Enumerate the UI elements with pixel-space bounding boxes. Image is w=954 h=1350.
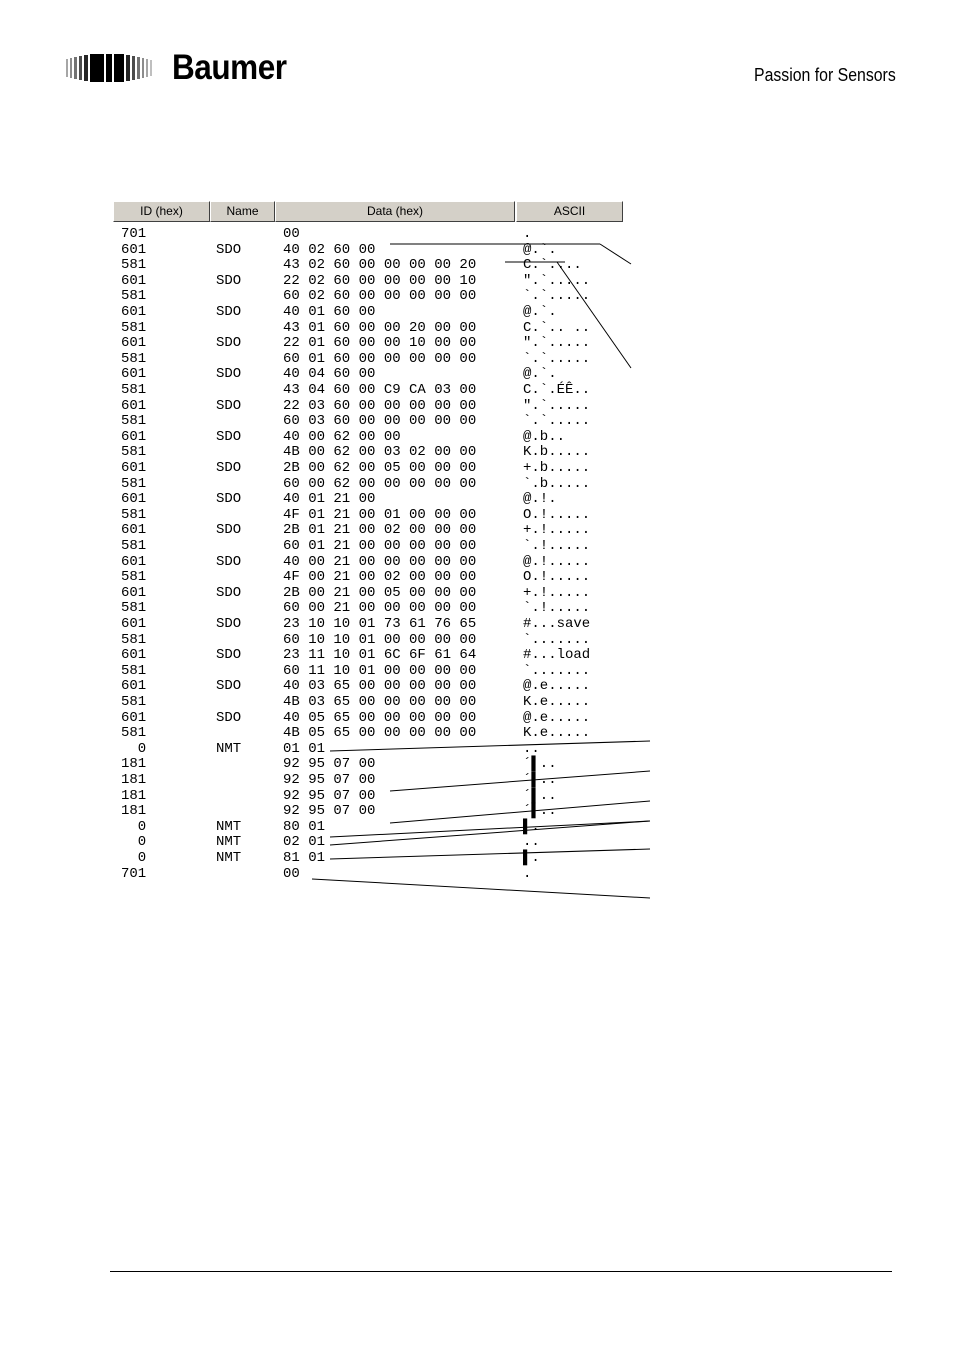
row-ascii: `.`..... — [523, 288, 591, 305]
row-data-hex: 92 95 07 00 — [283, 803, 376, 820]
row-ascii: @.`. — [523, 241, 557, 258]
row-id: 601 — [121, 428, 147, 445]
row-id: 601 — [121, 491, 147, 508]
row-data-hex: 22 02 60 00 00 00 00 10 — [283, 272, 477, 289]
row-id: 581 — [121, 413, 147, 430]
row-ascii: @.!..... — [523, 553, 591, 570]
tagline: Passion for Sensors — [754, 65, 896, 85]
row-id: 601 — [121, 366, 147, 383]
row-data-hex: 40 01 21 00 — [283, 491, 376, 508]
row-ascii: ".`..... — [523, 272, 591, 289]
row-ascii: ´▌.. — [523, 803, 557, 820]
row-data-hex: 81 01 — [283, 850, 326, 866]
row-name: SDO — [216, 616, 242, 632]
row-name: SDO — [216, 304, 242, 320]
row-id: 581 — [121, 506, 147, 523]
row-data-hex: 4F 00 21 00 02 00 00 00 — [283, 569, 477, 586]
row-ascii: @.!. — [523, 491, 557, 508]
row-data-hex: 92 95 07 00 — [283, 756, 376, 773]
row-ascii: @.`. — [523, 304, 557, 320]
row-id: 601 — [121, 553, 147, 570]
row-id: 581 — [121, 257, 147, 274]
row-ascii: +.!..... — [523, 522, 591, 539]
row-ascii: @.`. — [523, 366, 557, 383]
column-header-ascii[interactable]: ASCII — [516, 201, 623, 222]
row-ascii: `.`..... — [523, 413, 591, 430]
row-name: SDO — [216, 678, 242, 695]
row-ascii: . — [523, 226, 532, 242]
row-ascii: O.!..... — [523, 506, 591, 523]
row-data-hex: 43 02 60 00 00 00 00 20 — [283, 257, 477, 274]
row-ascii: K.e..... — [523, 725, 591, 742]
row-data-hex: 00 — [283, 226, 300, 242]
row-id: 601 — [121, 241, 147, 258]
row-data-hex: 60 01 60 00 00 00 00 00 — [283, 350, 477, 367]
row-name: SDO — [216, 709, 242, 726]
column-header-name[interactable]: Name — [210, 201, 275, 222]
row-data-hex: 4B 03 65 00 00 00 00 00 — [283, 694, 477, 710]
row-data-hex: 40 00 62 00 00 — [283, 428, 401, 445]
row-id: 581 — [121, 538, 147, 554]
row-ascii: K.e..... — [523, 694, 591, 710]
row-name: SDO — [216, 366, 242, 383]
row-id: 601 — [121, 397, 147, 414]
row-id: 181 — [121, 787, 147, 804]
row-id: 701 — [121, 226, 147, 242]
row-id: 581 — [121, 569, 147, 586]
row-name: SDO — [216, 397, 242, 414]
row-ascii: ".`..... — [523, 335, 591, 352]
row-data-hex: 23 11 10 01 6C 6F 61 64 — [283, 647, 477, 664]
row-id: 581 — [121, 350, 147, 367]
column-header-id[interactable]: ID (hex) — [113, 201, 210, 222]
row-data-hex: 40 01 60 00 — [283, 304, 376, 320]
row-data-hex: 60 01 21 00 00 00 00 00 — [283, 538, 477, 554]
row-id: 581 — [121, 382, 147, 398]
row-id: 581 — [121, 662, 147, 679]
row-id: 601 — [121, 584, 147, 601]
row-data-hex: 40 03 65 00 00 00 00 00 — [283, 678, 477, 695]
row-data-hex: 02 01 — [283, 834, 326, 851]
row-id: 601 — [121, 335, 147, 352]
row-data-hex: 92 95 07 00 — [283, 787, 376, 804]
row-ascii: ´▌.. — [523, 756, 557, 773]
row-name: NMT — [216, 818, 242, 835]
row-data-hex: 43 04 60 00 C9 CA 03 00 — [283, 382, 477, 398]
row-name: NMT — [216, 850, 242, 866]
row-data-hex: 4B 00 62 00 03 02 00 00 — [283, 444, 477, 461]
row-id: 581 — [121, 631, 147, 648]
row-ascii: #...load — [523, 647, 591, 664]
row-name: SDO — [216, 335, 242, 352]
row-data-hex: 4B 05 65 00 00 00 00 00 — [283, 725, 477, 742]
row-data-hex: 60 00 21 00 00 00 00 00 — [283, 600, 477, 617]
row-id: 581 — [121, 444, 147, 461]
row-data-hex: 60 10 10 01 00 00 00 00 — [283, 631, 477, 648]
row-name: SDO — [216, 647, 242, 664]
row-id: 181 — [121, 772, 147, 788]
row-data-hex: 01 01 — [283, 740, 326, 757]
row-ascii: @.b.. — [523, 428, 566, 445]
row-data-hex: 22 03 60 00 00 00 00 00 — [283, 397, 477, 414]
row-ascii: ´▌.. — [523, 787, 557, 804]
row-id: 581 — [121, 694, 147, 710]
brand-name: Baumer — [172, 48, 287, 87]
row-name: SDO — [216, 553, 242, 570]
row-ascii: @.e..... — [523, 678, 591, 695]
row-data-hex: 80 01 — [283, 818, 326, 835]
row-data-hex: 43 01 60 00 00 20 00 00 — [283, 319, 477, 336]
row-id: 581 — [121, 600, 147, 617]
row-ascii: `....... — [523, 662, 591, 679]
row-ascii: +.b..... — [523, 460, 591, 476]
row-ascii: .. — [523, 740, 540, 757]
row-data-hex: 23 10 10 01 73 61 76 65 — [283, 616, 477, 632]
row-id: 0 — [121, 834, 147, 851]
row-name: SDO — [216, 584, 242, 601]
row-data-hex: 92 95 07 00 — [283, 772, 376, 788]
row-data-hex: 60 02 60 00 00 00 00 00 — [283, 288, 477, 305]
row-data-hex: 2B 00 62 00 05 00 00 00 — [283, 460, 477, 476]
row-name: NMT — [216, 834, 242, 851]
row-id: 581 — [121, 475, 147, 492]
row-ascii: `.!..... — [523, 600, 591, 617]
row-data-hex: 40 04 60 00 — [283, 366, 376, 383]
row-data-hex: 2B 00 21 00 05 00 00 00 — [283, 584, 477, 601]
row-id: 601 — [121, 304, 147, 320]
row-ascii: #...save — [523, 616, 591, 632]
row-name: SDO — [216, 460, 242, 476]
row-name: SDO — [216, 428, 242, 445]
row-name: SDO — [216, 522, 242, 539]
row-data-hex: 22 01 60 00 00 10 00 00 — [283, 335, 477, 352]
row-name: SDO — [216, 241, 242, 258]
row-ascii: ´▌.. — [523, 772, 557, 788]
row-name: SDO — [216, 491, 242, 508]
row-data-hex: 60 03 60 00 00 00 00 00 — [283, 413, 477, 430]
row-ascii: @.e..... — [523, 709, 591, 726]
row-data-hex: 40 00 21 00 00 00 00 00 — [283, 553, 477, 570]
row-ascii: O.!..... — [523, 569, 591, 586]
row-id: 601 — [121, 616, 147, 632]
row-id: 0 — [121, 818, 147, 835]
row-id: 0 — [121, 740, 147, 757]
row-data-hex: 00 — [283, 865, 300, 882]
row-ascii: .. — [523, 834, 540, 851]
row-id: 581 — [121, 725, 147, 742]
row-ascii: `....... — [523, 631, 591, 648]
row-id: 601 — [121, 522, 147, 539]
row-ascii: K.b..... — [523, 444, 591, 461]
row-data-hex: 60 00 62 00 00 00 00 00 — [283, 475, 477, 492]
row-ascii: ▌. — [523, 850, 540, 866]
row-id: 581 — [121, 288, 147, 305]
column-header-data[interactable]: Data (hex) — [275, 201, 515, 222]
row-id: 601 — [121, 460, 147, 476]
row-ascii: ".`..... — [523, 397, 591, 414]
row-ascii: C.`.... — [523, 257, 591, 274]
row-id: 601 — [121, 709, 147, 726]
row-data-hex: 2B 01 21 00 02 00 00 00 — [283, 522, 477, 539]
row-id: 601 — [121, 678, 147, 695]
row-id: 601 — [121, 272, 147, 289]
row-id: 701 — [121, 865, 147, 882]
row-data-hex: 4F 01 21 00 01 00 00 00 — [283, 506, 477, 523]
row-ascii: . — [523, 865, 532, 882]
row-id: 581 — [121, 319, 147, 336]
footer-rule — [110, 1271, 892, 1272]
row-ascii: `.!..... — [523, 538, 591, 554]
row-data-hex: 40 05 65 00 00 00 00 00 — [283, 709, 477, 726]
row-data-hex: 60 11 10 01 00 00 00 00 — [283, 662, 477, 679]
row-data-hex: 40 02 60 00 — [283, 241, 376, 258]
row-ascii: +.!..... — [523, 584, 591, 601]
row-ascii: `.b..... — [523, 475, 591, 492]
row-id: 601 — [121, 647, 147, 664]
row-ascii: ▌. — [523, 818, 540, 835]
row-id: 181 — [121, 803, 147, 820]
row-ascii: C.`.. .. — [523, 319, 591, 336]
row-ascii: `.`..... — [523, 350, 591, 367]
row-name: NMT — [216, 740, 242, 757]
row-name: SDO — [216, 272, 242, 289]
row-id: 0 — [121, 850, 147, 866]
row-id: 181 — [121, 756, 147, 773]
row-ascii: C.`.ÉÊ.. — [523, 382, 591, 398]
